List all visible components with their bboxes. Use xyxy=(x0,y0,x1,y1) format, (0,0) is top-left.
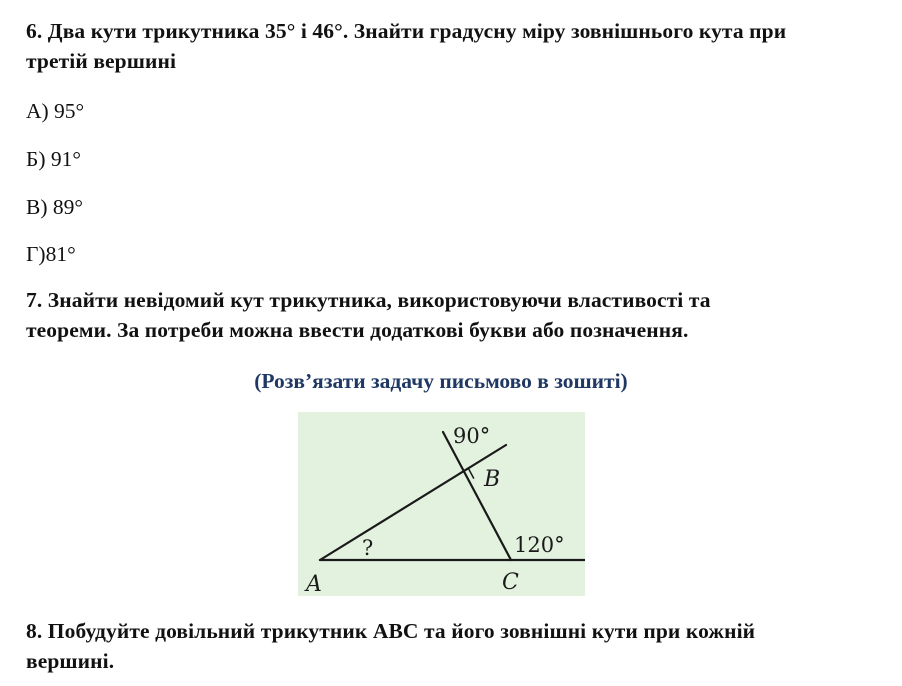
question-6-option-a: А) 95° xyxy=(26,99,85,123)
question-6-option-v: В) 89° xyxy=(26,195,83,219)
question-7-note: (Розв’язати задачу письмово в зошиті) xyxy=(254,369,628,393)
question-6-option-g: Г)81° xyxy=(26,242,76,266)
angle-label-120: 120° xyxy=(514,533,565,557)
triangle-figure xyxy=(298,412,585,596)
unknown-angle-label: ? xyxy=(362,536,374,560)
question-8-text xyxy=(26,616,755,676)
angle-label-90: 90° xyxy=(453,424,491,448)
question-6-line-1: 6. Два кути трикутника 35° і 46°. Знайти градусну міру зовнішнього кута при xyxy=(26,19,787,43)
question-6-option-b: Б) 91° xyxy=(26,147,81,171)
point-label-b: B xyxy=(484,467,501,492)
question-7-text xyxy=(26,285,711,345)
question-7-line-2: теореми. За потреби можна ввести додаткові букви або позначення. xyxy=(26,318,689,342)
question-7-line-1: 7. Знайти невідомий кут трикутника, використовуючи властивості та xyxy=(26,288,711,312)
triangle-diagram xyxy=(298,412,585,596)
question-8-line-1: 8. Побудуйте довільний трикутник ABC та його зовнішні кути при кожній xyxy=(26,619,756,643)
question-6-line-2: третій вершині xyxy=(26,49,177,73)
point-label-a: A xyxy=(306,572,322,596)
question-8-line-2: вершині. xyxy=(26,649,115,673)
question-6-text xyxy=(26,16,786,76)
point-label-c: C xyxy=(502,570,519,595)
figure-background xyxy=(298,412,585,596)
